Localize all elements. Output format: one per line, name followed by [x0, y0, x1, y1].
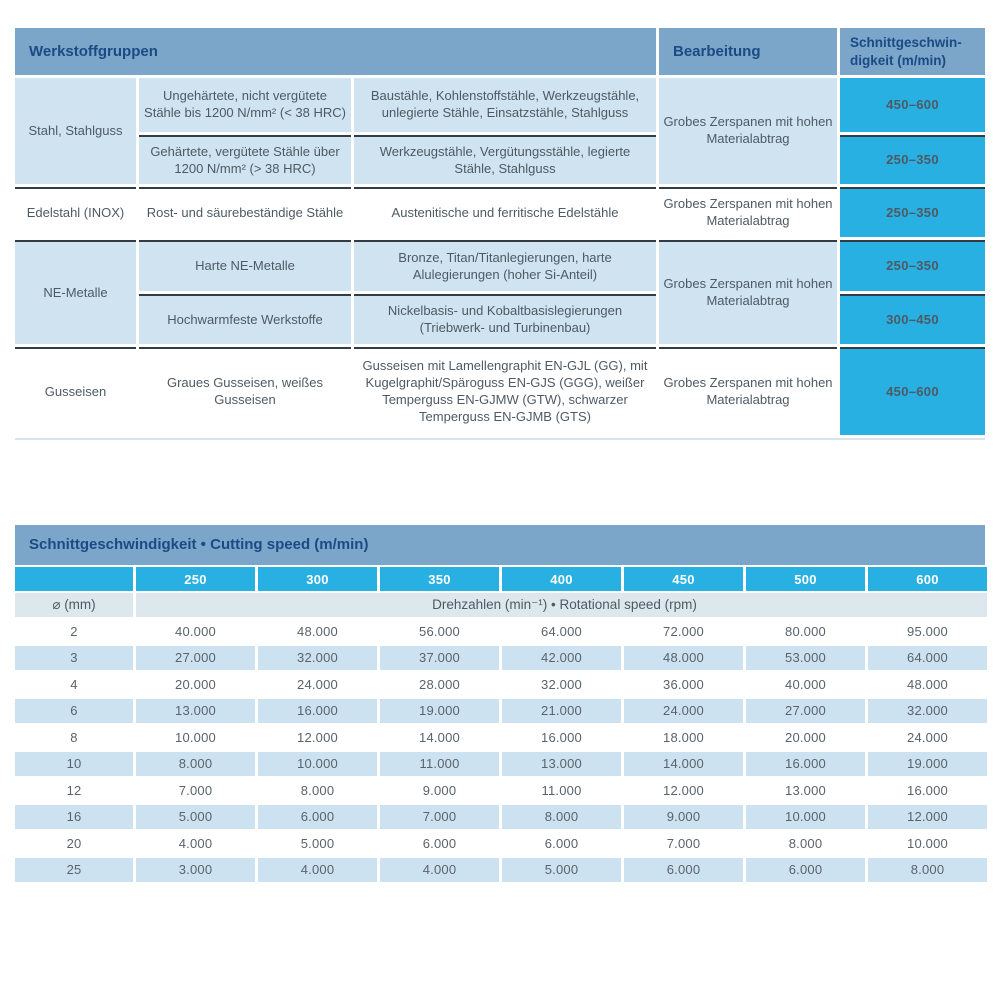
- materials-header-group: Werkstoffgruppen: [15, 28, 656, 75]
- rpm-cell: 8.000: [746, 831, 865, 856]
- rpm-cell: 10.000: [746, 805, 865, 830]
- rpm-cell: 32.000: [258, 646, 377, 671]
- rpm-cell: 8.000: [868, 858, 987, 883]
- materials-header-machining: Bearbeitung: [659, 28, 837, 75]
- rpm-cell: 12.000: [258, 725, 377, 750]
- diameter-cell: 12: [15, 778, 133, 803]
- rpm-cell: 5.000: [136, 805, 255, 830]
- speed-table-row: [15, 672, 987, 697]
- diameter-cell: 4: [15, 672, 133, 697]
- material-subgroup: Harte NE-Metalle: [139, 240, 351, 291]
- machining-type: Grobes Zerspanen mit hohen Materialabtrag: [659, 240, 837, 344]
- rpm-cell: 32.000: [502, 672, 621, 697]
- rpm-cell: 48.000: [258, 619, 377, 644]
- rpm-cell: 13.000: [502, 752, 621, 777]
- rpm-cell: 16.000: [868, 778, 987, 803]
- rpm-cell: 18.000: [624, 725, 743, 750]
- rpm-cell: 8.000: [502, 805, 621, 830]
- rpm-cell: 7.000: [136, 778, 255, 803]
- rpm-cell: 13.000: [136, 699, 255, 724]
- material-group-name: Stahl, Stahlguss: [15, 78, 136, 184]
- cutting-speed-value: 250–350: [840, 187, 985, 237]
- diameter-cell: 16: [15, 805, 133, 830]
- rpm-cell: 16.000: [746, 752, 865, 777]
- rpm-cell: 9.000: [624, 805, 743, 830]
- speed-table-row: [15, 858, 987, 883]
- material-subgroup: Rost- und säurebeständige Stähle: [139, 187, 351, 237]
- rpm-cell: 4.000: [136, 831, 255, 856]
- rpm-cell: 14.000: [380, 725, 499, 750]
- diameter-cell: 3: [15, 646, 133, 671]
- speed-table-row: [15, 646, 987, 671]
- speed-subheader-row: [15, 593, 987, 617]
- speed-table-row: [15, 831, 987, 856]
- rpm-label: Drehzahlen (min⁻¹) • Rotational speed (rpm): [136, 593, 987, 617]
- speed-header-row: [15, 567, 987, 591]
- rpm-cell: 53.000: [746, 646, 865, 671]
- materials-header-row: [15, 28, 985, 75]
- rpm-cell: 13.000: [746, 778, 865, 803]
- speed-table-row: [15, 725, 987, 750]
- speed-header-spacer: [15, 567, 133, 591]
- speed-table: [12, 565, 990, 884]
- rpm-cell: 40.000: [746, 672, 865, 697]
- rpm-cell: 4.000: [258, 858, 377, 883]
- rpm-cell: 21.000: [502, 699, 621, 724]
- rpm-cell: 19.000: [380, 699, 499, 724]
- rpm-cell: 16.000: [502, 725, 621, 750]
- rpm-cell: 36.000: [624, 672, 743, 697]
- rpm-cell: 3.000: [136, 858, 255, 883]
- table-bottom-rule: [15, 438, 985, 440]
- materials-table: [12, 25, 988, 438]
- materials-row-inox: [15, 187, 985, 237]
- cutting-speed-value: 450–600: [840, 78, 985, 132]
- cutting-speed-value: 250–350: [840, 135, 985, 184]
- rpm-cell: 10.000: [868, 831, 987, 856]
- materials-row-steel-2: [15, 135, 985, 184]
- material-examples: Baustähle, Kohlenstoffstähle, Werkzeugstähle, unlegierte Stähle, Einsatzstähle, Stahlguss: [354, 78, 656, 132]
- material-subgroup: Ungehärtete, nicht vergütete Stähle bis 1200 N/mm² (< 38 HRC): [139, 78, 351, 132]
- rpm-cell: 7.000: [380, 805, 499, 830]
- speed-table-body: [15, 619, 987, 882]
- speed-table-row: [15, 619, 987, 644]
- rpm-cell: 6.000: [502, 831, 621, 856]
- rpm-cell: 72.000: [624, 619, 743, 644]
- diameter-label: ⌀ (mm): [15, 593, 133, 617]
- rpm-cell: 19.000: [868, 752, 987, 777]
- diameter-cell: 10: [15, 752, 133, 777]
- rpm-cell: 56.000: [380, 619, 499, 644]
- speed-column-header: 350: [380, 567, 499, 591]
- speed-column-header: 300: [258, 567, 377, 591]
- rpm-cell: 27.000: [746, 699, 865, 724]
- rpm-cell: 24.000: [868, 725, 987, 750]
- material-examples: Austenitische und ferritische Edelstähle: [354, 187, 656, 237]
- machining-type: Grobes Zerspanen mit hohen Materialabtrag: [659, 187, 837, 237]
- cutting-speed-value: 250–350: [840, 240, 985, 291]
- diameter-cell: 2: [15, 619, 133, 644]
- rpm-cell: 80.000: [746, 619, 865, 644]
- speed-column-header: 600: [868, 567, 987, 591]
- rpm-cell: 64.000: [868, 646, 987, 671]
- diameter-cell: 8: [15, 725, 133, 750]
- speed-table-row: [15, 699, 987, 724]
- rpm-cell: 37.000: [380, 646, 499, 671]
- materials-row-castiron: [15, 347, 985, 435]
- rpm-cell: 7.000: [624, 831, 743, 856]
- material-examples: Bronze, Titan/Titanlegierungen, harte Alulegierungen (hoher Si-Anteil): [354, 240, 656, 291]
- speed-column-header: 250: [136, 567, 255, 591]
- diameter-cell: 20: [15, 831, 133, 856]
- rpm-cell: 6.000: [624, 858, 743, 883]
- machining-type: Grobes Zerspanen mit hohen Materialabtrag: [659, 78, 837, 184]
- rpm-cell: 27.000: [136, 646, 255, 671]
- materials-section: [12, 25, 988, 440]
- rpm-cell: 20.000: [136, 672, 255, 697]
- diameter-cell: 25: [15, 858, 133, 883]
- speed-column-header: 450: [624, 567, 743, 591]
- rpm-cell: 64.000: [502, 619, 621, 644]
- rpm-cell: 24.000: [624, 699, 743, 724]
- rpm-cell: 10.000: [136, 725, 255, 750]
- materials-row-steel-1: [15, 78, 985, 132]
- cutting-speed-section: [12, 525, 992, 884]
- rpm-cell: 48.000: [624, 646, 743, 671]
- rpm-cell: 48.000: [868, 672, 987, 697]
- speed-table-row: [15, 778, 987, 803]
- material-examples: Werkzeugstähle, Vergütungsstähle, legierte Stähle, Stahlguss: [354, 135, 656, 184]
- diameter-cell: 6: [15, 699, 133, 724]
- rpm-cell: 16.000: [258, 699, 377, 724]
- rpm-cell: 95.000: [868, 619, 987, 644]
- rpm-cell: 6.000: [380, 831, 499, 856]
- rpm-cell: 6.000: [258, 805, 377, 830]
- speed-table-row: [15, 805, 987, 830]
- rpm-cell: 6.000: [746, 858, 865, 883]
- rpm-cell: 32.000: [868, 699, 987, 724]
- speed-column-header: 500: [746, 567, 865, 591]
- rpm-cell: 8.000: [136, 752, 255, 777]
- rpm-cell: 5.000: [502, 858, 621, 883]
- speed-table-title: Schnittgeschwindigkeit • Cutting speed (m/min): [15, 525, 985, 565]
- rpm-cell: 42.000: [502, 646, 621, 671]
- speed-column-header: 400: [502, 567, 621, 591]
- material-group-name: NE-Metalle: [15, 240, 136, 344]
- material-subgroup: Hochwarmfeste Werkstoffe: [139, 294, 351, 344]
- material-group-name: Gusseisen: [15, 347, 136, 435]
- speed-table-row: [15, 752, 987, 777]
- rpm-cell: 11.000: [380, 752, 499, 777]
- rpm-cell: 8.000: [258, 778, 377, 803]
- materials-header-speed: Schnittgeschwin-digkeit (m/min): [840, 28, 985, 75]
- rpm-cell: 10.000: [258, 752, 377, 777]
- rpm-cell: 11.000: [502, 778, 621, 803]
- materials-row-nonferrous-2: [15, 294, 985, 344]
- material-examples: Nickelbasis- und Kobaltbasislegierungen (Triebwerk- und Turbinenbau): [354, 294, 656, 344]
- material-subgroup: Gehärtete, vergütete Stähle über 1200 N/mm² (> 38 HRC): [139, 135, 351, 184]
- rpm-cell: 28.000: [380, 672, 499, 697]
- rpm-cell: 24.000: [258, 672, 377, 697]
- material-examples: Gusseisen mit Lamellengraphit EN-GJL (GG), mit Kugelgraphit/Späroguss EN-GJS (GGG), weißer Temperguss EN-GJMW (GTW), schwarzer Temperguss EN-GJMB (GTS): [354, 347, 656, 435]
- rpm-cell: 9.000: [380, 778, 499, 803]
- rpm-cell: 5.000: [258, 831, 377, 856]
- rpm-cell: 14.000: [624, 752, 743, 777]
- cutting-speed-value: 300–450: [840, 294, 985, 344]
- material-group-name: Edelstahl (INOX): [15, 187, 136, 237]
- rpm-cell: 12.000: [868, 805, 987, 830]
- cutting-speed-value: 450–600: [840, 347, 985, 435]
- machining-type: Grobes Zerspanen mit hohen Materialabtrag: [659, 347, 837, 435]
- material-subgroup: Graues Gusseisen, weißes Gusseisen: [139, 347, 351, 435]
- rpm-cell: 4.000: [380, 858, 499, 883]
- rpm-cell: 20.000: [746, 725, 865, 750]
- rpm-cell: 40.000: [136, 619, 255, 644]
- rpm-cell: 12.000: [624, 778, 743, 803]
- materials-row-nonferrous-1: [15, 240, 985, 291]
